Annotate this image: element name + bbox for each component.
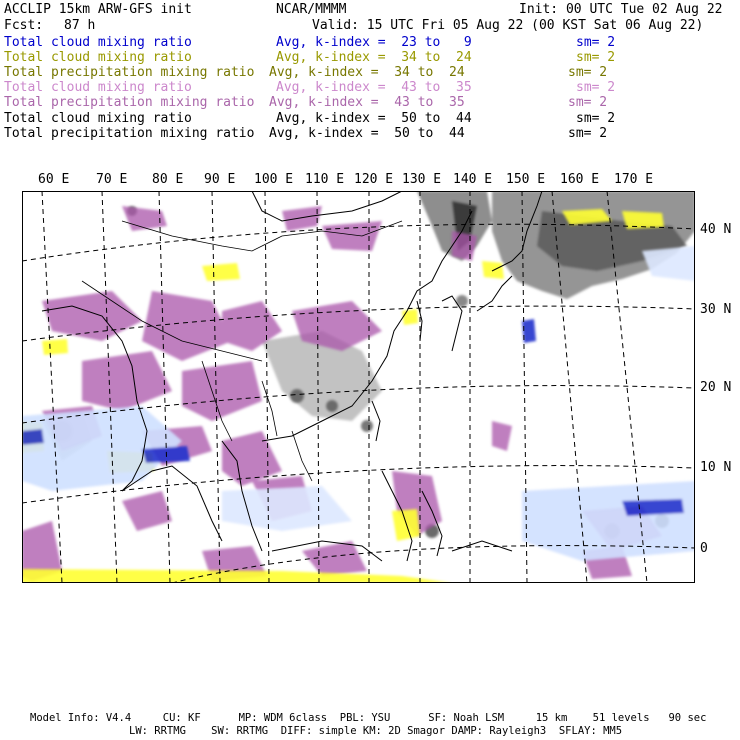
valid-time: Valid: 15 UTC Fri 05 Aug 22 (00 KST Sat 06 Aug 22) xyxy=(312,18,704,33)
field-avg: Avg, k-index = 23 to 9 xyxy=(276,35,472,50)
field-avg: Avg, k-index = 50 to 44 xyxy=(276,111,472,126)
field-sm: sm= 2 xyxy=(568,95,608,110)
init-time: Init: 00 UTC Tue 02 Aug 22 xyxy=(519,2,723,17)
field-sm: sm= 2 xyxy=(568,126,608,141)
field-name: Total cloud mixing ratio xyxy=(4,111,192,126)
field-avg: Avg, k-index = 43 to 35 xyxy=(269,95,465,110)
field-sm: sm= 2 xyxy=(576,80,616,95)
latitude-label: 0 xyxy=(700,541,708,556)
longitude-label: 160 E xyxy=(560,172,600,187)
field-avg: Avg, k-index = 34 to 24 xyxy=(276,50,472,65)
field-sm: sm= 2 xyxy=(568,65,608,80)
longitude-label: 80 E xyxy=(152,172,184,187)
model-info-line2: LW: RRTMG SW: RRTMG DIFF: simple KM: 2D Smagor DAMP: Rayleigh3 SFLAY: MM5 xyxy=(129,725,623,737)
longitude-label: 130 E xyxy=(402,172,442,187)
longitude-label: 110 E xyxy=(305,172,345,187)
field-name: Total precipitation mixing ratio xyxy=(4,95,255,110)
field-name: Total cloud mixing ratio xyxy=(4,80,192,95)
field-name: Total cloud mixing ratio xyxy=(4,50,192,65)
latitude-label: 10 N xyxy=(700,460,732,475)
field-sm: sm= 2 xyxy=(576,50,616,65)
longitude-label: 60 E xyxy=(38,172,70,187)
model-title: ACCLIP 15km ARW-GFS init xyxy=(4,2,192,17)
field-avg: Avg, k-index = 50 to 44 xyxy=(269,126,465,141)
latitude-label: 40 N xyxy=(700,222,732,237)
field-avg: Avg, k-index = 43 to 35 xyxy=(276,80,472,95)
longitude-label: 70 E xyxy=(96,172,128,187)
longitude-label: 140 E xyxy=(453,172,493,187)
latitude-label: 20 N xyxy=(700,380,732,395)
field-name: Total cloud mixing ratio xyxy=(4,35,192,50)
forecast-map xyxy=(22,191,695,583)
longitude-label: 100 E xyxy=(254,172,294,187)
field-sm: sm= 2 xyxy=(576,35,616,50)
longitude-label: 150 E xyxy=(506,172,546,187)
forecast-label: Fcst: xyxy=(4,18,44,33)
forecast-hours: 87 h xyxy=(64,18,96,33)
model-info-line1: Model Info: V4.4 CU: KF MP: WDM 6class PBL: YSU SF: Noah LSM 15 km 51 levels 90 sec xyxy=(30,712,707,724)
longitude-label: 120 E xyxy=(354,172,394,187)
latitude-label: 30 N xyxy=(700,302,732,317)
field-avg: Avg, k-index = 34 to 24 xyxy=(269,65,465,80)
longitude-label: 170 E xyxy=(614,172,654,187)
organization-label: NCAR/MMMM xyxy=(276,2,347,17)
field-name: Total precipitation mixing ratio xyxy=(4,126,255,141)
field-name: Total precipitation mixing ratio xyxy=(4,65,255,80)
longitude-label: 90 E xyxy=(204,172,236,187)
field-sm: sm= 2 xyxy=(576,111,616,126)
